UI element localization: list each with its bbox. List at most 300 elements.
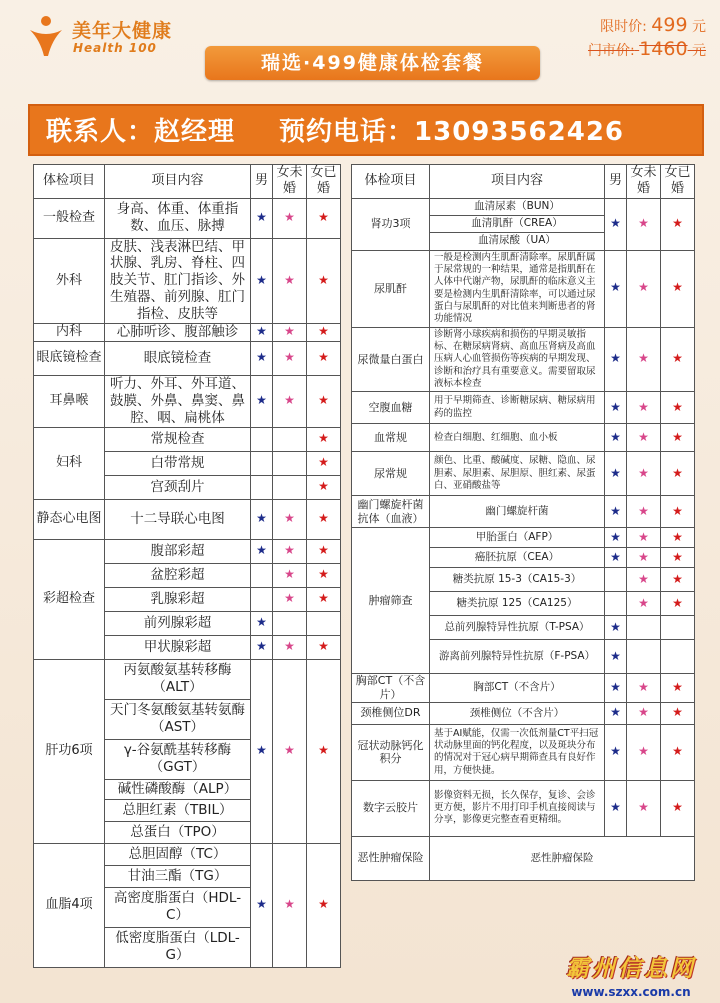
header-content: 项目内容 [105, 165, 251, 199]
star-icon: ★ [318, 511, 329, 526]
description-cell: 颜色、比重、酸碱度、尿糖、隐血、尿胆素、尿胆素、尿胆原、胆红素、尿蛋白、亚硝酸盐等 [430, 452, 605, 496]
star-icon: ★ [638, 679, 649, 694]
star-icon: ★ [256, 543, 267, 558]
star-icon: ★ [284, 350, 295, 365]
male-mark-cell [605, 327, 627, 392]
description-cell: 诊断肾小球疾病和损伤的早期灵敏指标、在糖尿病肾病、高血压肾病及高血压病人心血管损伤等疾病的早期发现、诊断和治疗具有重要意义。需要留取尿液标本检查 [430, 327, 605, 392]
category-cell: 尿肌酐 [352, 250, 430, 327]
male-mark-cell [251, 323, 273, 341]
header-category: 体检项目 [34, 165, 105, 199]
star-icon: ★ [672, 399, 683, 414]
brand-name-en: Health 100 [73, 41, 157, 55]
male-mark-cell [605, 548, 627, 568]
female-married-mark-cell [307, 635, 341, 659]
star-icon: ★ [638, 351, 649, 366]
star-icon: ★ [610, 705, 621, 720]
category-cell: 肿瘤筛查 [352, 528, 430, 674]
star-icon: ★ [284, 511, 295, 526]
male-mark-cell [605, 616, 627, 640]
contact-bar [28, 104, 704, 156]
header-female-married: 女已婚 [661, 165, 695, 199]
male-mark-cell [251, 499, 273, 539]
description-cell: 一般是检测内生肌酐清除率。尿肌酐属于尿常规的一种结果，通常是指肌酐在人体中代谢产物，尿肌酐的临床意义主要是检测内生肌酐清除率，可以通过尿蛋白与尿肌酐的对比值来判断患者的肾功能情况 [430, 250, 605, 327]
star-icon: ★ [610, 351, 621, 366]
category-cell: 数字云胶片 [352, 780, 430, 836]
star-icon: ★ [638, 399, 649, 414]
female-married-mark-cell [307, 375, 341, 427]
star-icon: ★ [256, 393, 267, 408]
category-cell: 静态心电图 [34, 499, 105, 539]
market-price [556, 38, 706, 62]
female-unmarried-mark-cell [627, 702, 661, 724]
star-icon: ★ [318, 543, 329, 558]
female-unmarried-mark-cell [627, 548, 661, 568]
male-mark-cell [251, 659, 273, 843]
item-cell: 盆腔彩超 [105, 563, 251, 587]
category-cell: 胸部CT（不含片） [352, 674, 430, 703]
star-icon: ★ [672, 549, 683, 564]
star-icon: ★ [610, 800, 621, 815]
table-row [352, 780, 695, 836]
star-icon: ★ [284, 897, 295, 912]
table-row [352, 250, 695, 327]
header-content: 项目内容 [430, 165, 605, 199]
star-icon: ★ [284, 743, 295, 758]
star-icon: ★ [610, 549, 621, 564]
female-married-mark-cell [307, 341, 341, 375]
table-row [34, 539, 341, 563]
female-unmarried-mark-cell [273, 475, 307, 499]
item-cell: 颈椎侧位（不含片） [430, 702, 605, 724]
star-icon: ★ [672, 351, 683, 366]
star-icon: ★ [638, 503, 649, 518]
female-unmarried-mark-cell [273, 539, 307, 563]
item-cell: 癌胚抗原（CEA） [430, 548, 605, 568]
item-cell: 血清尿素（BUN） [430, 198, 605, 215]
star-icon: ★ [284, 567, 295, 582]
item-cell: 糖类抗原 125（CA125） [430, 592, 605, 616]
male-mark-cell [605, 702, 627, 724]
category-cell: 幽门螺旋杆菌抗体（血液） [352, 496, 430, 528]
female-unmarried-mark-cell [273, 563, 307, 587]
item-cell: 糖类抗原 15-3（CA15-3） [430, 568, 605, 592]
item-cell: 高密度脂蛋白（HDL-C） [105, 887, 251, 927]
female-married-mark-cell [661, 640, 695, 674]
brand-mark-icon [26, 14, 66, 58]
item-cell: 游离前列腺特异性抗原（F-PSA） [430, 640, 605, 674]
star-icon: ★ [318, 591, 329, 606]
female-unmarried-mark-cell [627, 724, 661, 780]
header-female-unmarried: 女未婚 [273, 165, 307, 199]
star-icon: ★ [284, 272, 295, 287]
price-box [556, 14, 706, 62]
star-icon: ★ [672, 705, 683, 720]
header-male: 男 [605, 165, 627, 199]
star-icon: ★ [610, 648, 621, 663]
female-married-mark-cell [307, 499, 341, 539]
item-cell: 总胆红素（TBIL） [105, 799, 251, 821]
star-icon: ★ [672, 800, 683, 815]
header-category: 体检项目 [352, 165, 430, 199]
male-mark-cell [251, 341, 273, 375]
female-married-mark-cell [307, 611, 341, 635]
female-married-mark-cell [661, 548, 695, 568]
item-cell: 总胆固醇（TC） [105, 843, 251, 865]
male-mark-cell [605, 724, 627, 780]
male-mark-cell [251, 563, 273, 587]
male-mark-cell [605, 424, 627, 452]
star-icon: ★ [256, 350, 267, 365]
star-icon: ★ [256, 324, 267, 339]
male-mark-cell [605, 674, 627, 703]
star-icon: ★ [638, 465, 649, 480]
category-cell: 眼底镜检查 [34, 341, 105, 375]
description-cell: 基于AI赋能，仅需一次低剂量CT平扫冠状动脉里面的钙化程度，以及斑块分布的情况对于冠心病早期筛查具有良好作用，方便快捷。 [430, 724, 605, 780]
table-row [352, 392, 695, 424]
star-icon: ★ [610, 619, 621, 634]
item-cell: γ-谷氨酰基转移酶（GGT） [105, 739, 251, 779]
table-row [34, 341, 341, 375]
star-icon: ★ [256, 511, 267, 526]
female-married-mark-cell [307, 198, 341, 238]
male-mark-cell [605, 592, 627, 616]
package-title: 瑞选·499健康体检套餐 [205, 46, 540, 80]
table-row [352, 836, 695, 880]
item-cell: 碱性磷酸酶（ALP） [105, 779, 251, 799]
female-unmarried-mark-cell [273, 611, 307, 635]
star-icon: ★ [610, 399, 621, 414]
table-row [34, 843, 341, 865]
male-mark-cell [251, 427, 273, 451]
table-row [34, 375, 341, 427]
star-icon: ★ [284, 591, 295, 606]
watermark-url: www.szxx.com.cn [571, 985, 691, 999]
star-icon: ★ [318, 897, 329, 912]
table-row [34, 198, 341, 238]
female-married-mark-cell [661, 250, 695, 327]
male-mark-cell [605, 198, 627, 250]
table-row [34, 499, 341, 539]
female-married-mark-cell [661, 674, 695, 703]
category-cell: 血脂4项 [34, 843, 105, 967]
star-icon: ★ [256, 743, 267, 758]
female-unmarried-mark-cell [273, 635, 307, 659]
female-unmarried-mark-cell [273, 323, 307, 341]
male-mark-cell [251, 587, 273, 611]
category-cell: 一般检查 [34, 198, 105, 238]
brand-name-cn: 美年大健康 [72, 20, 173, 42]
star-icon: ★ [672, 744, 683, 759]
star-icon: ★ [318, 743, 329, 758]
star-icon: ★ [610, 429, 621, 444]
header-male: 男 [251, 165, 273, 199]
star-icon: ★ [672, 429, 683, 444]
star-icon: ★ [638, 595, 649, 610]
category-cell: 外科 [34, 238, 105, 323]
item-cell: 皮肤、浅表淋巴结、甲状腺、乳房、脊柱、四肢关节、肛门指诊、外生殖器、前列腺、肛门指检、皮肤等 [105, 238, 251, 323]
star-icon: ★ [672, 571, 683, 586]
female-married-mark-cell [307, 659, 341, 843]
star-icon: ★ [610, 280, 621, 295]
star-icon: ★ [284, 639, 295, 654]
market-price-value: 1460 [639, 38, 688, 60]
category-cell: 肝功6项 [34, 659, 105, 843]
table-row [34, 659, 341, 699]
star-icon: ★ [672, 679, 683, 694]
table-row [352, 528, 695, 548]
male-mark-cell [605, 640, 627, 674]
star-icon: ★ [638, 549, 649, 564]
female-unmarried-mark-cell [627, 424, 661, 452]
star-icon: ★ [318, 350, 329, 365]
male-mark-cell [251, 238, 273, 323]
female-married-mark-cell [307, 563, 341, 587]
female-married-mark-cell [661, 496, 695, 528]
male-mark-cell [251, 375, 273, 427]
table-row [352, 674, 695, 703]
female-unmarried-mark-cell [627, 452, 661, 496]
watermark-text: 霸州信息网 [566, 956, 696, 982]
market-price-unit: 元 [692, 43, 706, 59]
category-cell: 恶性肿瘤保险 [352, 836, 430, 880]
limited-price-unit: 元 [692, 19, 706, 35]
item-cell: 幽门螺旋杆菌 [430, 496, 605, 528]
star-icon: ★ [284, 209, 295, 224]
female-unmarried-mark-cell [273, 843, 307, 967]
female-unmarried-mark-cell [627, 568, 661, 592]
category-cell: 内科 [34, 323, 105, 341]
female-unmarried-mark-cell [273, 375, 307, 427]
star-icon: ★ [610, 529, 621, 544]
star-icon: ★ [672, 280, 683, 295]
star-icon: ★ [638, 529, 649, 544]
star-icon: ★ [318, 479, 329, 494]
male-mark-cell [251, 451, 273, 475]
limited-price-label: 限时价: [600, 19, 647, 35]
female-married-mark-cell [661, 528, 695, 548]
item-cell: 恶性肿瘤保险 [430, 836, 695, 880]
star-icon: ★ [638, 744, 649, 759]
female-unmarried-mark-cell [273, 238, 307, 323]
limited-price-value: 499 [651, 14, 688, 36]
table-row [352, 327, 695, 392]
market-price-label: 门市价: [588, 43, 635, 59]
description-cell: 用于早期筛查、诊断糖尿病、糖尿病用药的监控 [430, 392, 605, 424]
item-cell: 白带常规 [105, 451, 251, 475]
limited-price [556, 14, 706, 38]
female-married-mark-cell [661, 616, 695, 640]
female-married-mark-cell [307, 475, 341, 499]
female-unmarried-mark-cell [627, 496, 661, 528]
star-icon: ★ [256, 209, 267, 224]
female-unmarried-mark-cell [627, 674, 661, 703]
star-icon: ★ [610, 744, 621, 759]
table-row [352, 724, 695, 780]
star-icon: ★ [318, 209, 329, 224]
star-icon: ★ [610, 679, 621, 694]
category-cell: 空腹血糖 [352, 392, 430, 424]
star-icon: ★ [610, 503, 621, 518]
star-icon: ★ [638, 215, 649, 230]
female-unmarried-mark-cell [627, 392, 661, 424]
brand-logo [26, 14, 196, 58]
item-cell: 甘油三酯（TG） [105, 865, 251, 887]
right-table-body [352, 198, 695, 880]
star-icon: ★ [256, 615, 267, 630]
item-cell: 前列腺彩超 [105, 611, 251, 635]
table-row [34, 427, 341, 451]
female-married-mark-cell [307, 587, 341, 611]
star-icon: ★ [638, 800, 649, 815]
contact-person: 联系人：赵经理 [46, 117, 236, 147]
item-cell: 腹部彩超 [105, 539, 251, 563]
female-married-mark-cell [307, 451, 341, 475]
female-married-mark-cell [661, 780, 695, 836]
table-row [352, 496, 695, 528]
star-icon: ★ [638, 705, 649, 720]
star-icon: ★ [672, 595, 683, 610]
male-mark-cell [605, 568, 627, 592]
category-cell: 冠状动脉钙化积分 [352, 724, 430, 780]
category-cell: 尿微量白蛋白 [352, 327, 430, 392]
female-married-mark-cell [307, 539, 341, 563]
right-exam-table [351, 164, 695, 881]
female-married-mark-cell [307, 238, 341, 323]
female-married-mark-cell [661, 452, 695, 496]
female-unmarried-mark-cell [627, 640, 661, 674]
female-married-mark-cell [661, 198, 695, 250]
female-unmarried-mark-cell [273, 659, 307, 843]
star-icon: ★ [318, 272, 329, 287]
male-mark-cell [605, 496, 627, 528]
category-cell: 尿常规 [352, 452, 430, 496]
item-cell: 甲状腺彩超 [105, 635, 251, 659]
watermark [546, 950, 716, 1000]
table-row [352, 702, 695, 724]
item-cell: 总前列腺特异性抗原（T-PSA） [430, 616, 605, 640]
female-married-mark-cell [661, 568, 695, 592]
female-unmarried-mark-cell [627, 780, 661, 836]
header-female-unmarried: 女未婚 [627, 165, 661, 199]
item-cell: 身高、体重、体重指数、血压、脉搏 [105, 198, 251, 238]
male-mark-cell [251, 635, 273, 659]
table-row [352, 452, 695, 496]
item-cell: 乳腺彩超 [105, 587, 251, 611]
female-unmarried-mark-cell [273, 198, 307, 238]
star-icon: ★ [638, 571, 649, 586]
star-icon: ★ [672, 529, 683, 544]
female-married-mark-cell [307, 427, 341, 451]
male-mark-cell [605, 452, 627, 496]
contact-phone[interactable]: 预约电话：13093562426 [279, 117, 625, 147]
item-cell: 甲胎蛋白（AFP） [430, 528, 605, 548]
category-cell: 彩超检查 [34, 539, 105, 659]
male-mark-cell [251, 198, 273, 238]
male-mark-cell [251, 611, 273, 635]
star-icon: ★ [638, 429, 649, 444]
female-unmarried-mark-cell [273, 341, 307, 375]
category-cell: 颈椎侧位DR [352, 702, 430, 724]
item-cell: 血清尿酸（UA） [430, 232, 605, 250]
star-icon: ★ [256, 897, 267, 912]
female-unmarried-mark-cell [627, 616, 661, 640]
description-cell: 影像资料无损，长久保存，复诊、会诊更方便，影片不用打印手机直接阅读与分享，影像更完整查看更精细。 [430, 780, 605, 836]
female-married-mark-cell [661, 724, 695, 780]
item-cell: 心肺听诊、腹部触诊 [105, 323, 251, 341]
male-mark-cell [251, 539, 273, 563]
star-icon: ★ [672, 215, 683, 230]
star-icon: ★ [284, 324, 295, 339]
table-row [34, 323, 341, 341]
star-icon: ★ [318, 324, 329, 339]
star-icon: ★ [284, 393, 295, 408]
male-mark-cell [605, 780, 627, 836]
female-unmarried-mark-cell [273, 451, 307, 475]
female-married-mark-cell [661, 327, 695, 392]
star-icon: ★ [318, 567, 329, 582]
male-mark-cell [251, 475, 273, 499]
item-cell: 十二导联心电图 [105, 499, 251, 539]
female-married-mark-cell [661, 702, 695, 724]
item-cell: 血清肌酐（CREA） [430, 215, 605, 232]
star-icon: ★ [672, 503, 683, 518]
item-cell: 常规检查 [105, 427, 251, 451]
female-married-mark-cell [661, 424, 695, 452]
female-married-mark-cell [661, 392, 695, 424]
female-unmarried-mark-cell [627, 327, 661, 392]
star-icon: ★ [610, 215, 621, 230]
star-icon: ★ [318, 393, 329, 408]
category-cell: 血常规 [352, 424, 430, 452]
star-icon: ★ [256, 272, 267, 287]
item-cell: 眼底镜检查 [105, 341, 251, 375]
star-icon: ★ [610, 465, 621, 480]
female-married-mark-cell [661, 592, 695, 616]
female-married-mark-cell [307, 843, 341, 967]
category-cell: 妇科 [34, 427, 105, 499]
star-icon: ★ [284, 543, 295, 558]
female-unmarried-mark-cell [627, 250, 661, 327]
star-icon: ★ [318, 455, 329, 470]
male-mark-cell [605, 528, 627, 548]
female-unmarried-mark-cell [627, 592, 661, 616]
item-cell: 胸部CT（不含片） [430, 674, 605, 703]
left-exam-table [33, 164, 341, 968]
item-cell: 低密度脂蛋白（LDL-G） [105, 927, 251, 967]
female-unmarried-mark-cell [627, 528, 661, 548]
female-married-mark-cell [307, 323, 341, 341]
item-cell: 听力、外耳、外耳道、鼓膜、外鼻、鼻窦、鼻腔、咽、扁桃体 [105, 375, 251, 427]
star-icon: ★ [318, 639, 329, 654]
female-unmarried-mark-cell [273, 427, 307, 451]
table-row [352, 424, 695, 452]
star-icon: ★ [672, 465, 683, 480]
star-icon: ★ [318, 431, 329, 446]
item-cell: 天门冬氨酸氨基转氨酶（AST） [105, 699, 251, 739]
table-row [34, 238, 341, 323]
item-cell: 总蛋白（TPO） [105, 821, 251, 843]
category-cell: 肾功3项 [352, 198, 430, 250]
male-mark-cell [251, 843, 273, 967]
left-table-body [34, 198, 341, 967]
item-cell: 宫颈刮片 [105, 475, 251, 499]
category-cell: 耳鼻喉 [34, 375, 105, 427]
star-icon: ★ [638, 280, 649, 295]
table-row [352, 198, 695, 215]
item-cell: 丙氨酸氨基转移酶（ALT） [105, 659, 251, 699]
male-mark-cell [605, 392, 627, 424]
star-icon: ★ [256, 639, 267, 654]
